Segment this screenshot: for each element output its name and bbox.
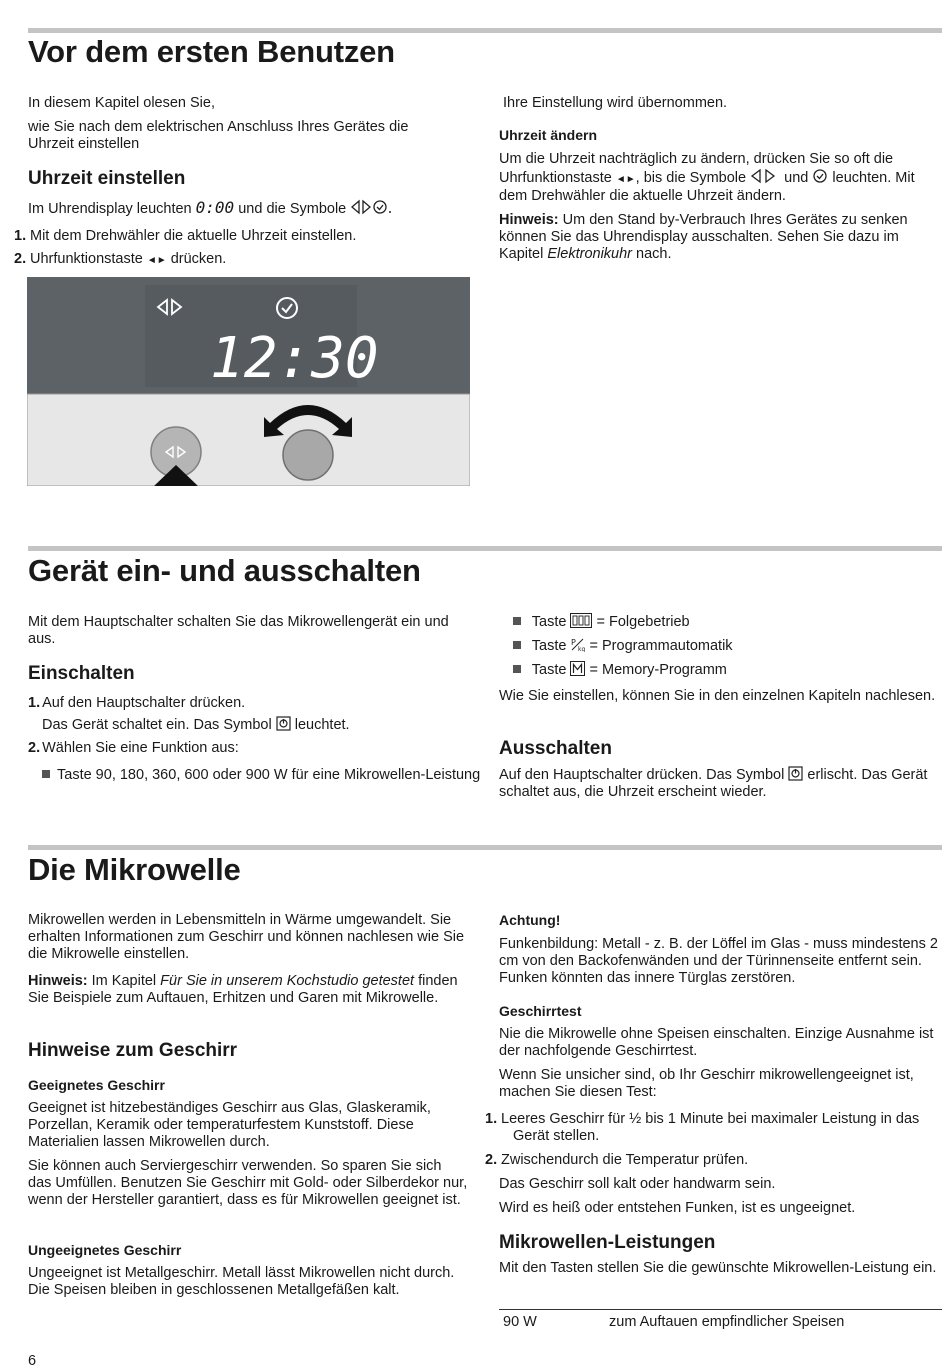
intro-text: Mikrowellen werden in Lebensmitteln in Wärme umgewandelt. Sie erhalten Informationen zum Geschirr und können nachlesen wie Sie die Mikrowelle einstellen.	[28, 912, 465, 962]
intro-text: wie Sie nach dem elektrischen Anschluss Ihres Gerätes die Uhrzeit einstellen	[28, 119, 409, 152]
text: leuchtet.	[294, 717, 350, 733]
section-rule	[28, 28, 942, 33]
text: Im Uhrendisplay leuchten	[28, 201, 192, 217]
text: Taste 90, 180, 360, 600 oder 900 W für eine Mikrowellen-Leistung	[57, 767, 481, 783]
chapter-reference: Elektronikuhr	[547, 246, 632, 262]
paragraph: Wenn Sie unsicher sind, ob Ihr Geschirr mikrowellengeeignet ist, machen Sie diesen Test:	[499, 1067, 914, 1100]
subheading: Hinweise zum Geschirr	[28, 1040, 238, 1061]
text: Um die Uhrzeit nachträglich zu ändern, drücken Sie so oft die Uhrfunktionstaste	[499, 151, 894, 186]
text: Im Kapitel	[91, 973, 157, 989]
text: Taste	[531, 638, 567, 654]
display-paragraph	[28, 199, 468, 218]
list-item	[42, 767, 484, 784]
arrow-clock-symbols-icon	[350, 199, 396, 215]
clock-function-key-icon: ◄►	[146, 255, 167, 266]
paragraph: Ungeeignet ist Metallgeschirr. Metall lässt Mikrowellen nicht durch. Die Speisen bleiben in geschlossenen Metallgefäßen kalt.	[28, 1265, 455, 1298]
power-symbol-icon	[788, 766, 803, 781]
bullet-icon	[513, 665, 521, 673]
text: Um den Stand by-Verbrauch Ihres Gerätes zu senken können Sie das Uhrendisplay ausschalten. Sehen Sie dazu im Kapitel	[499, 212, 908, 262]
step-item	[28, 695, 468, 712]
paragraph: Wie Sie einstellen, können Sie in den einzelnen Kapiteln nachlesen.	[499, 688, 936, 704]
step-text: drücken.	[170, 251, 227, 267]
step-result	[42, 716, 482, 734]
power-symbol-icon	[276, 716, 291, 731]
svg-text:kg: kg	[578, 646, 586, 652]
note-paragraph	[28, 973, 468, 1007]
bullet-icon	[513, 617, 521, 625]
subheading: Mikrowellen-Leistungen	[499, 1232, 716, 1253]
warning-paragraph: Funkenbildung: Metall - z. B. der Löffel im Glas - muss mindestens 2 cm von den Backofenwänden und der Türinnenseite entfernt sein. Funken könnten das innere Türglas zerstören.	[499, 936, 938, 986]
subheading: Geschirrtest	[499, 1003, 582, 1019]
text: Das Gerät schaltet ein. Das Symbol	[42, 717, 272, 733]
paragraph: Das Geschirr soll kalt oder handwarm sein.	[499, 1176, 776, 1192]
bullet-icon	[42, 770, 50, 778]
text: , bis die Symbole	[635, 170, 747, 186]
text: finden Sie Beispiele zum Auftauen, Erhitzen und Garen mit Mikrowelle.	[28, 973, 458, 1006]
clock-function-key-icon: ◄►	[615, 174, 636, 185]
subheading: Ungeeignetes Geschirr	[28, 1242, 182, 1258]
list-item	[513, 637, 950, 655]
section-title: Gerät ein- und ausschalten	[28, 553, 421, 588]
section-rule	[28, 546, 942, 551]
step-item	[28, 740, 468, 757]
paragraph: Wird es heiß oder entstehen Funken, ist es ungeeignet.	[499, 1200, 856, 1216]
step-text: Uhrfunktionstaste	[30, 251, 143, 267]
display-digits: 0:00	[195, 198, 235, 217]
step-item: 2. Zwischendurch die Temperatur prüfen.	[485, 1152, 749, 1168]
text: = Memory-Programm	[589, 662, 727, 678]
step-text: Wählen Sie eine Funktion aus:	[42, 740, 239, 756]
step-item: 1. Mit dem Drehwähler die aktuelle Uhrzeit einstellen.	[14, 228, 357, 244]
svg-text:P: P	[571, 638, 577, 647]
step-number: 1.	[28, 695, 41, 711]
note-label: Hinweis:	[28, 973, 88, 989]
control-panel-illustration	[27, 277, 470, 486]
paragraph: Geeignet ist hitzebeständiges Geschirr aus Glas, Glaskeramik, Porzellan, Keramik oder temperaturfestem Kunststoff. Diese Materialien lassen Mikrowellen durch.	[28, 1100, 431, 1150]
section-title: Vor dem ersten Benutzen	[28, 34, 395, 69]
subheading: Geeignetes Geschirr	[28, 1077, 165, 1093]
text: und	[784, 170, 809, 186]
text: Auf den Hauptschalter drücken. Das Symbol	[499, 767, 785, 783]
table-cell-use: zum Auftauen empfindlicher Speisen	[609, 1314, 845, 1330]
change-paragraph	[499, 151, 941, 205]
text: = Folgebetrieb	[596, 614, 690, 630]
intro-text: In diesem Kapitel olesen Sie,	[28, 95, 215, 111]
display-time: 12:30	[210, 326, 379, 391]
list-item	[513, 613, 950, 631]
list-item	[513, 661, 950, 679]
table-rule	[499, 1309, 942, 1310]
paragraph	[499, 766, 941, 801]
text: leuchten. Mit dem Drehwähler die aktuelle Uhrzeit ändern.	[499, 170, 915, 204]
bullet-icon	[513, 641, 521, 649]
sequence-key-icon	[570, 613, 592, 628]
control-panel-figure	[27, 277, 470, 486]
text: nach.	[636, 246, 672, 262]
step-item: 2. Uhrfunktionstaste ◄► drücken.	[14, 251, 227, 267]
note-label: Hinweis:	[499, 212, 559, 228]
auto-program-key-icon	[570, 637, 585, 652]
paragraph: Nie die Mikrowelle ohne Speisen einschalten. Einzige Ausnahme ist der nachfolgende Geschirrtest.	[499, 1026, 934, 1059]
subheading: Achtung!	[499, 912, 561, 928]
clock-symbol-icon	[812, 168, 828, 184]
step-text: Zwischendurch die Temperatur prüfen.	[501, 1152, 749, 1168]
intro-text: Mit dem Hauptschalter schalten Sie das Mikrowellengerät ein und aus.	[28, 614, 449, 647]
arrow-symbols-icon	[750, 168, 780, 184]
step-item: 1. Leeres Geschirr für ½ bis 1 Minute bei maximaler Leistung in das Gerät stellen.	[485, 1111, 920, 1144]
subheading: Uhrzeit einstellen	[28, 168, 186, 189]
memory-key-icon	[570, 661, 585, 676]
text: = Programmautomatik	[589, 638, 733, 654]
table-cell-power: 90 W	[503, 1314, 537, 1330]
paragraph: Sie können auch Serviergeschirr verwenden. So sparen Sie sich das Umfüllen. Benutzen Sie Geschirr mit Gold- oder Silberdekor nur, wenn der Hersteller garantiert, dass es für Mikrowellen geeignet ist.	[28, 1158, 468, 1208]
section-rule	[28, 845, 942, 850]
step-text: Mit dem Drehwähler die aktuelle Uhrzeit einstellen.	[30, 228, 357, 244]
subheading: Einschalten	[28, 663, 135, 684]
note-paragraph	[499, 212, 941, 263]
text: und die Symbole	[238, 201, 347, 217]
subheading: Uhrzeit ändern	[499, 127, 598, 143]
text: Taste	[531, 614, 567, 630]
subheading: Ausschalten	[499, 738, 612, 759]
text: erlischt. Das Gerät schaltet aus, die Uhrzeit erscheint wieder.	[499, 767, 928, 800]
text: Taste	[531, 662, 567, 678]
confirm-text: Ihre Einstellung wird übernommen.	[503, 95, 728, 111]
step-text: Leeres Geschirr für ½ bis 1 Minute bei maximaler Leistung in das Gerät stellen.	[501, 1111, 920, 1144]
step-text: Auf den Hauptschalter drücken.	[42, 695, 246, 711]
section-title: Die Mikrowelle	[28, 852, 241, 887]
paragraph: Mit den Tasten stellen Sie die gewünschte Mikrowellen-Leistung ein.	[499, 1260, 937, 1276]
step-number: 2.	[28, 740, 41, 756]
page-number: 6	[28, 1353, 37, 1369]
chapter-reference: Für Sie in unserem Kochstudio getestet	[160, 973, 415, 989]
